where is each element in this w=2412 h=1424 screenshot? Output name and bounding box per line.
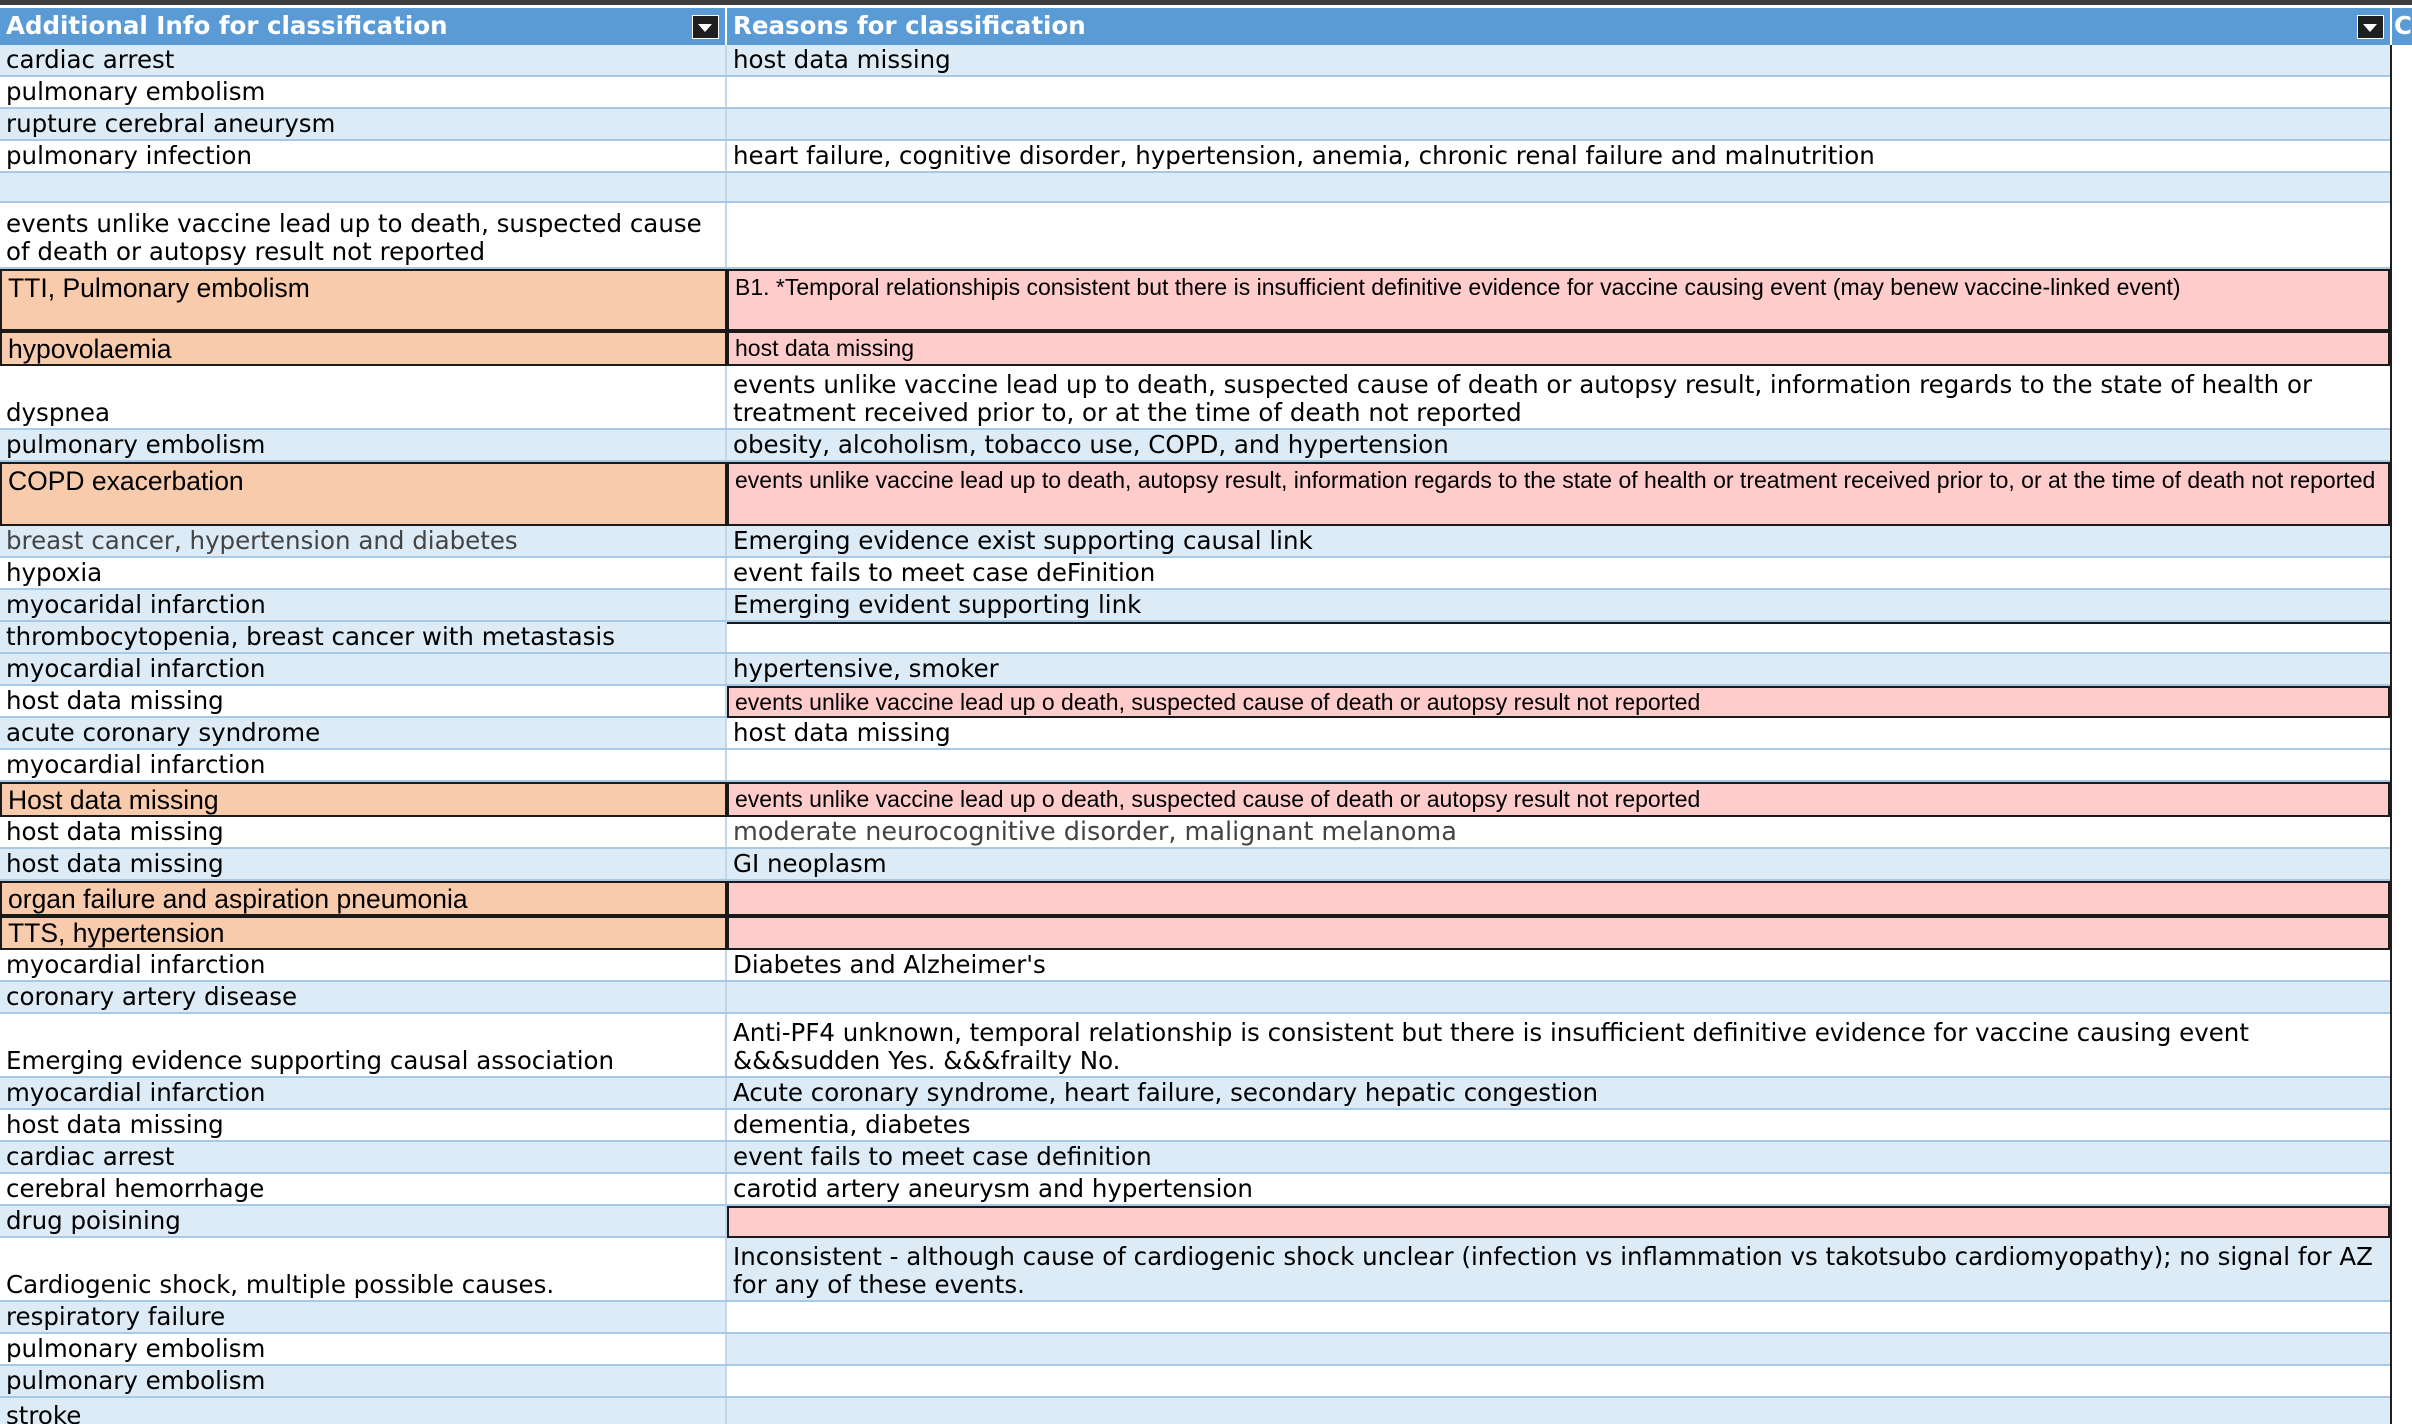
cell-reasons[interactable] — [727, 881, 2390, 916]
cell-text: host data missing — [6, 686, 224, 715]
cell-text: events unlike vaccine lead up o death, suspected cause of death or autopsy result not reported — [735, 786, 1701, 812]
cell-reasons[interactable] — [727, 916, 2390, 950]
cell-reasons[interactable] — [727, 45, 2390, 77]
cell-text: GI neoplasm — [733, 849, 887, 878]
cell-text: dyspnea — [6, 398, 110, 427]
header-additional-info-label: Additional Info for classification — [6, 11, 448, 40]
table-row — [0, 881, 2390, 916]
cell-text: host data missing — [735, 335, 914, 361]
cell-reasons[interactable] — [727, 1110, 2390, 1142]
cell-reasons[interactable] — [727, 849, 2390, 881]
header-col-c-stub[interactable] — [2390, 8, 2412, 45]
cell-text: pulmonary infection — [6, 141, 253, 170]
cell-reasons[interactable] — [727, 686, 2390, 718]
cell-reasons[interactable] — [727, 1366, 2390, 1398]
cell-reasons[interactable] — [727, 718, 2390, 750]
header-reasons-label: Reasons for classification — [733, 11, 1086, 40]
cell-text: pulmonary embolism — [6, 1334, 266, 1363]
cell-text: heart failure, cognitive disorder, hypertension, anemia, chronic renal failure and malnutrition — [733, 141, 1875, 170]
table-row — [0, 750, 2390, 782]
table-row — [0, 45, 2390, 77]
cell-reasons[interactable] — [727, 1238, 2390, 1302]
cell-reasons[interactable] — [727, 558, 2390, 590]
cell-additional-info[interactable] — [0, 1334, 727, 1366]
cell-text: events unlike vaccine lead up to death, autopsy result, information regards to the state of health or treatment received prior to, or at the time of death not reported — [735, 467, 2376, 493]
cell-text: respiratory failure — [6, 1302, 226, 1331]
cell-text: events unlike vaccine lead up to death, suspected cause of death or autopsy result, information regards to the state of health or treatment received prior to, or at the time of death not reported — [733, 370, 2313, 427]
cell-reasons[interactable] — [727, 622, 2390, 654]
cell-text: COPD exacerbation — [8, 466, 244, 496]
cell-additional-info[interactable] — [0, 173, 727, 203]
cell-text: hypovolaemia — [8, 334, 172, 364]
cell-reasons[interactable] — [727, 590, 2390, 622]
cell-reasons[interactable] — [727, 1398, 2390, 1424]
cell-reasons[interactable] — [727, 1302, 2390, 1334]
cell-text: host data missing — [733, 45, 951, 74]
cell-text: moderate neurocognitive disorder, malignant melanoma — [733, 817, 1457, 847]
cell-reasons[interactable] — [727, 109, 2390, 141]
table-row — [0, 109, 2390, 141]
cell-additional-info[interactable] — [0, 77, 727, 109]
cell-reasons[interactable] — [727, 462, 2390, 526]
cell-text: events unlike vaccine lead up o death, suspected cause of death or autopsy result not reported — [735, 689, 1701, 715]
cell-reasons[interactable] — [727, 817, 2390, 849]
cell-reasons[interactable] — [727, 750, 2390, 782]
cell-reasons[interactable] — [727, 526, 2390, 558]
header-col-c-label: C — [2394, 11, 2412, 40]
cell-text: cerebral hemorrhage — [6, 1174, 265, 1203]
cell-additional-info[interactable] — [0, 1366, 727, 1398]
cell-text: events unlike vaccine lead up to death, suspected cause of death or autopsy result not reported — [6, 209, 702, 266]
cell-text: myocaridal infarction — [6, 590, 266, 619]
table-row — [0, 950, 2390, 982]
cell-text: dementia, diabetes — [733, 1110, 971, 1139]
cell-additional-info[interactable] — [0, 1078, 727, 1110]
cell-reasons[interactable] — [727, 173, 2390, 203]
cell-text: Emerging evident supporting link — [733, 590, 1142, 619]
cell-text: breast cancer, hypertension and diabetes — [6, 526, 518, 555]
cell-additional-info[interactable] — [0, 849, 727, 881]
cell-text: event fails to meet case definition — [733, 1142, 1152, 1171]
table-row — [0, 916, 2390, 950]
cell-text: pulmonary embolism — [6, 1366, 266, 1395]
cell-additional-info[interactable] — [0, 109, 727, 141]
cell-reasons[interactable] — [727, 1334, 2390, 1366]
table-row — [0, 849, 2390, 881]
cell-text: Diabetes and Alzheimer's — [733, 950, 1046, 979]
table-row — [0, 462, 2390, 526]
table-row — [0, 1014, 2390, 1078]
cell-additional-info[interactable] — [0, 881, 727, 916]
cell-additional-info[interactable] — [0, 430, 727, 462]
cell-text: myocardial infarction — [6, 750, 266, 779]
table-row — [0, 1206, 2390, 1238]
cell-text: host data missing — [6, 817, 224, 846]
table-row — [0, 1238, 2390, 1302]
cell-text: hypertensive, smoker — [733, 654, 999, 683]
cell-additional-info[interactable] — [0, 982, 727, 1014]
cell-additional-info[interactable] — [0, 269, 727, 331]
cell-text: pulmonary embolism — [6, 77, 266, 106]
table-row — [0, 1110, 2390, 1142]
cell-reasons[interactable] — [727, 1014, 2390, 1078]
cell-additional-info[interactable] — [0, 916, 727, 950]
cell-additional-info[interactable] — [0, 462, 727, 526]
header-reasons[interactable] — [727, 8, 2390, 45]
table-row — [0, 1334, 2390, 1366]
cell-text: carotid artery aneurysm and hypertension — [733, 1174, 1253, 1203]
cell-text: thrombocytopenia, breast cancer with metastasis — [6, 622, 615, 651]
cell-text: Anti-PF4 unknown, temporal relationship is consistent but there is insufficient definitive evidence for vaccine causing event &&&sudden Yes. &&&frailty No. — [733, 1018, 2249, 1075]
table-row — [0, 331, 2390, 366]
cell-text: Inconsistent - although cause of cardiogenic shock unclear (infection vs inflammation vs takotsubo cardiomyopathy); no signal for AZ for any of these events. — [733, 1242, 2373, 1299]
cell-text: Host data missing — [8, 785, 219, 815]
table-row — [0, 590, 2390, 622]
dropdown-arrow-icon[interactable] — [2357, 15, 2384, 39]
cell-additional-info[interactable] — [0, 558, 727, 590]
cell-text: host data missing — [6, 849, 224, 878]
cell-additional-info[interactable] — [0, 750, 727, 782]
cell-additional-info[interactable] — [0, 950, 727, 982]
table-row — [0, 817, 2390, 849]
cell-reasons[interactable] — [727, 1142, 2390, 1174]
cell-text: cardiac arrest — [6, 1142, 175, 1171]
cell-text: cardiac arrest — [6, 45, 175, 74]
cell-additional-info[interactable] — [0, 366, 727, 430]
cell-text: drug poisining — [6, 1206, 181, 1235]
cell-additional-info[interactable] — [0, 1142, 727, 1174]
table-row — [0, 1398, 2390, 1424]
cell-text: Acute coronary syndrome, heart failure, secondary hepatic congestion — [733, 1078, 1599, 1107]
cell-additional-info[interactable] — [0, 45, 727, 77]
cell-reasons[interactable] — [727, 782, 2390, 817]
column-c-edge[interactable] — [2390, 45, 2412, 1424]
table-row — [0, 1366, 2390, 1398]
cell-additional-info[interactable] — [0, 654, 727, 686]
cell-additional-info[interactable] — [0, 782, 727, 817]
cell-reasons[interactable] — [727, 203, 2390, 269]
cell-reasons[interactable] — [727, 1174, 2390, 1206]
table-row — [0, 173, 2390, 203]
cell-text: host data missing — [733, 718, 951, 747]
table-row — [0, 526, 2390, 558]
cell-text: myocardial infarction — [6, 1078, 266, 1107]
cell-additional-info[interactable] — [0, 1206, 727, 1238]
cell-reasons[interactable] — [727, 1078, 2390, 1110]
cell-additional-info[interactable] — [0, 203, 727, 269]
cell-additional-info[interactable] — [0, 1398, 727, 1424]
cell-additional-info[interactable] — [0, 331, 727, 366]
cell-text: hypoxia — [6, 558, 103, 587]
cell-text: pulmonary embolism — [6, 430, 266, 459]
cell-reasons[interactable] — [727, 366, 2390, 430]
cell-text: rupture cerebral aneurysm — [6, 109, 336, 138]
table-row — [0, 654, 2390, 686]
table-row — [0, 686, 2390, 718]
table-row — [0, 269, 2390, 331]
table-row — [0, 203, 2390, 269]
table-row — [0, 782, 2390, 817]
cell-additional-info[interactable] — [0, 526, 727, 558]
cell-additional-info[interactable] — [0, 590, 727, 622]
table-row — [0, 558, 2390, 590]
cell-text: Cardiogenic shock, multiple possible causes. — [6, 1270, 555, 1299]
table-row — [0, 622, 2390, 654]
cell-reasons[interactable] — [727, 950, 2390, 982]
cell-reasons[interactable] — [727, 982, 2390, 1014]
cell-additional-info[interactable] — [0, 622, 727, 654]
cell-text: host data missing — [6, 1110, 224, 1139]
dropdown-arrow-icon[interactable] — [692, 15, 719, 39]
cell-reasons[interactable] — [727, 331, 2390, 366]
cell-additional-info[interactable] — [0, 141, 727, 173]
cell-reasons[interactable] — [727, 430, 2390, 462]
table-row — [0, 1174, 2390, 1206]
cell-text: Emerging evidence exist supporting causal link — [733, 526, 1313, 555]
cell-additional-info[interactable] — [0, 718, 727, 750]
cell-additional-info[interactable] — [0, 1014, 727, 1078]
cell-text: acute coronary syndrome — [6, 718, 321, 747]
cell-reasons[interactable] — [727, 654, 2390, 686]
cell-additional-info[interactable] — [0, 686, 727, 718]
cell-additional-info[interactable] — [0, 1238, 727, 1302]
cell-text: TTI, Pulmonary embolism — [8, 273, 310, 303]
cell-text: B1. *Temporal relationshipis consistent but there is insufficient definitive evidence for vaccine causing event (may benew vaccine-linked event) — [735, 274, 2181, 300]
cell-additional-info[interactable] — [0, 1110, 727, 1142]
cell-reasons[interactable] — [727, 269, 2390, 331]
cell-text: stroke — [6, 1401, 82, 1424]
table-row — [0, 718, 2390, 750]
table-row — [0, 1142, 2390, 1174]
formula-bar-edge — [0, 0, 2412, 5]
cell-text: organ failure and aspiration pneumonia — [8, 884, 468, 914]
cell-text: coronary artery disease — [6, 982, 298, 1011]
cell-reasons[interactable] — [727, 141, 2390, 173]
cell-additional-info[interactable] — [0, 1302, 727, 1334]
header-additional-info[interactable] — [0, 8, 727, 45]
cell-text: TTS, hypertension — [8, 918, 225, 948]
cell-text: myocardial infarction — [6, 654, 266, 683]
cell-text: event fails to meet case deFinition — [733, 558, 1156, 587]
cell-additional-info[interactable] — [0, 817, 727, 849]
cell-additional-info[interactable] — [0, 1174, 727, 1206]
table-row — [0, 1302, 2390, 1334]
cell-reasons[interactable] — [727, 1206, 2390, 1238]
table-row — [0, 982, 2390, 1014]
table-row — [0, 141, 2390, 173]
table-row — [0, 366, 2390, 430]
cell-reasons[interactable] — [727, 77, 2390, 109]
table-row — [0, 77, 2390, 109]
cell-text: obesity, alcoholism, tobacco use, COPD, and hypertension — [733, 430, 1449, 459]
table-row — [0, 430, 2390, 462]
cell-text: myocardial infarction — [6, 950, 266, 979]
table-row — [0, 1078, 2390, 1110]
cell-text: Emerging evidence supporting causal association — [6, 1046, 615, 1075]
